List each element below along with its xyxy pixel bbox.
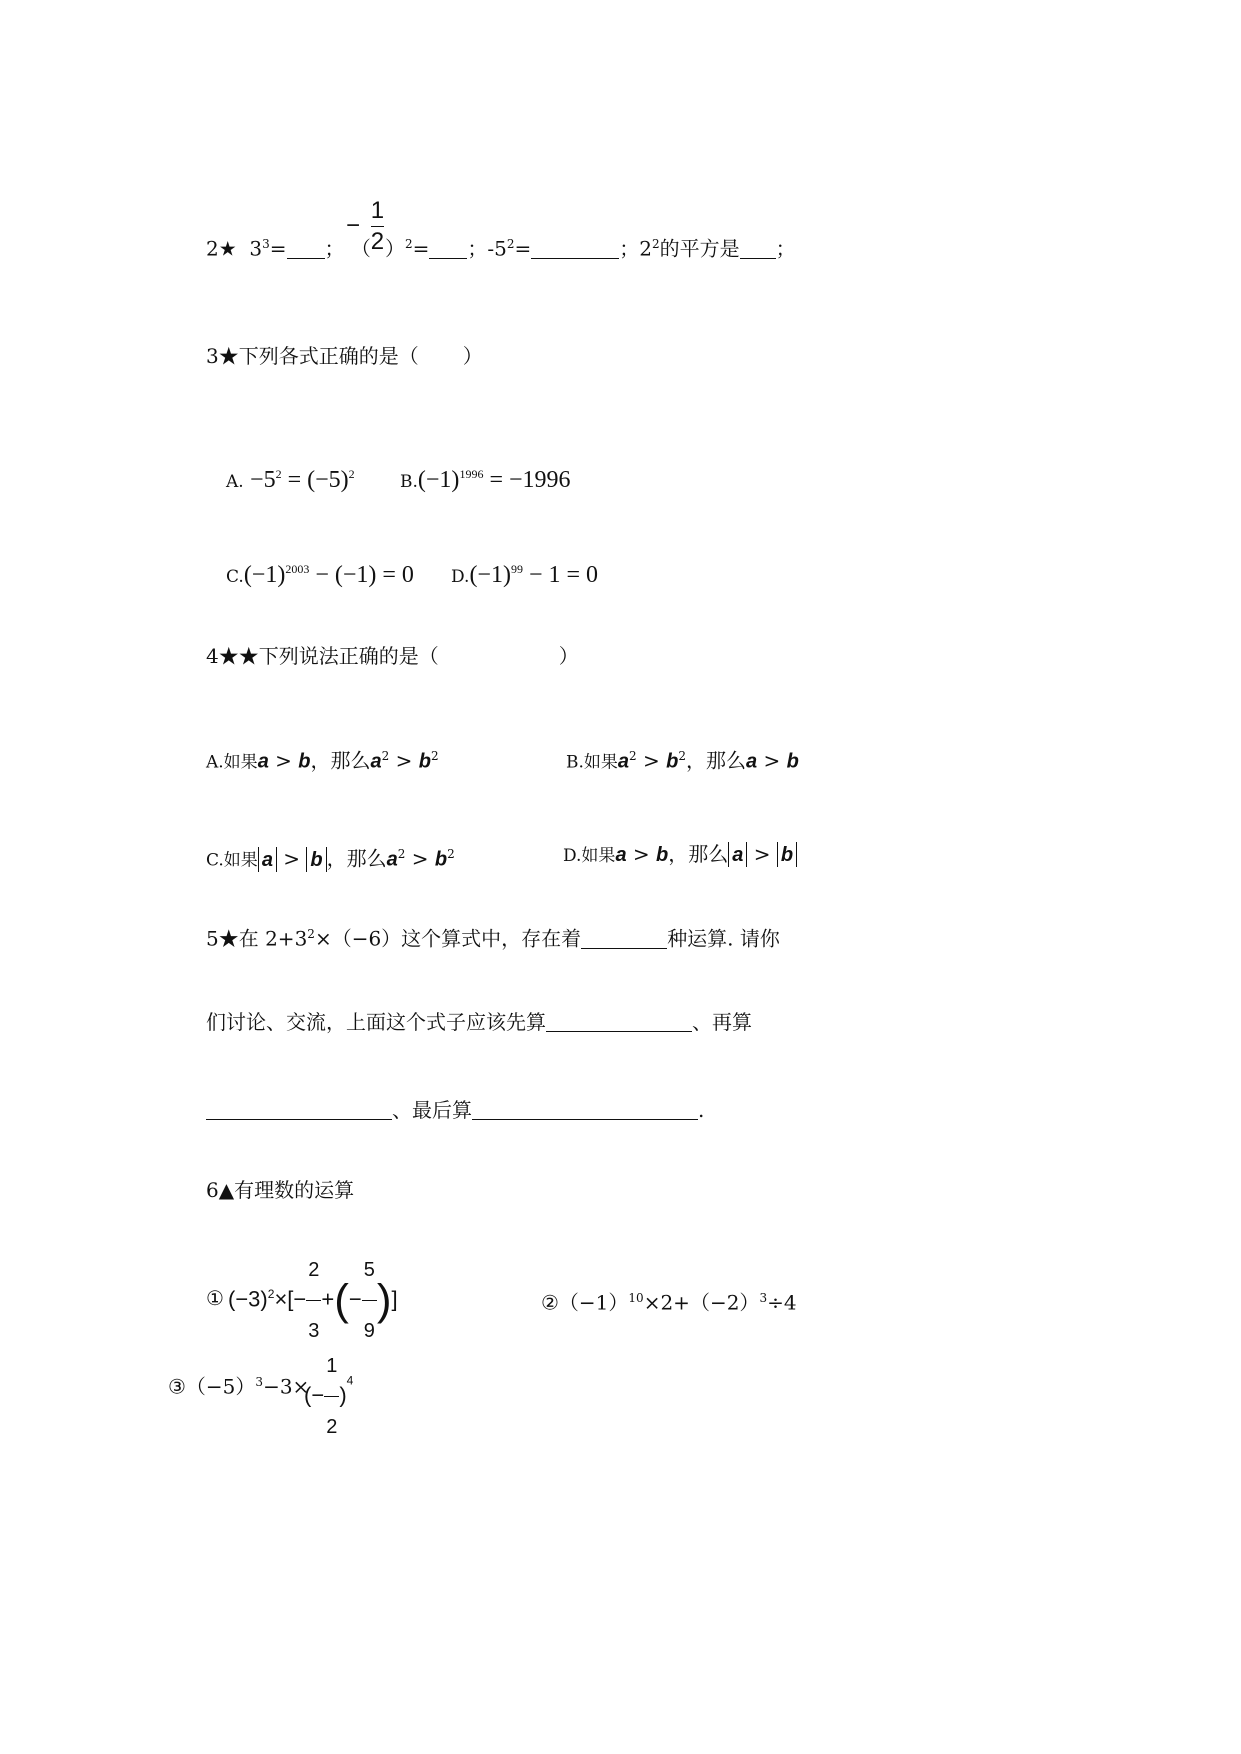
question-6: 6▲有理数的运算 — [206, 1178, 355, 1202]
question-3: 3★下列各式正确的是（ ） — [206, 344, 483, 368]
question-5-line1: 5★在 $2+3^2\times(-6)$这个算式中，存在着 种运算. 请你 — [206, 926, 780, 951]
answer-blank[interactable] — [472, 1099, 698, 1120]
answer-blank[interactable] — [581, 928, 667, 949]
q4-option-d[interactable]: D.如果a > b，那么 a > b — [563, 840, 797, 870]
answer-blank[interactable] — [287, 238, 325, 259]
q2-fraction: − $\frac{1}{2}$ — [346, 197, 385, 255]
question-4: 4★★下列说法正确的是（ ） — [206, 644, 579, 668]
calc-1-expr: $(-3)^2\times[-$ $\frac{2}{3}$ +(− $\frac{5}{9}$ )] — [228, 1240, 398, 1361]
answer-blank[interactable] — [740, 238, 776, 259]
answer-blank[interactable] — [546, 1011, 692, 1032]
answer-blank[interactable] — [531, 238, 619, 259]
q4-option-c[interactable]: C.如果 a > b ，那么$a^2 > b^2$ — [206, 846, 455, 871]
q3-option-c[interactable]: $C.(-1)^{2003} - (-1) = 0$ — [226, 562, 414, 588]
calc-1-marker: ① — [206, 1286, 224, 1310]
q4-option-b[interactable]: B.如果$a^2 > b^2$，那么a > b — [566, 748, 799, 773]
calc-2: $②(-1)^{10}\times 2+(-2)^3\div 4$ — [541, 1290, 797, 1315]
q3-option-a[interactable]: A. $-5^2 = (-5)^2$ — [226, 467, 355, 493]
answer-blank[interactable] — [429, 238, 467, 259]
q3-option-b[interactable]: $B.(-1)^{1996} = -1996$ — [400, 467, 571, 493]
q4-option-a[interactable]: A.如果a > b，那么$a^2 > b^2$ — [206, 748, 439, 773]
q3-option-d[interactable]: $D.(-1)^{99} - 1 = 0$ — [451, 562, 599, 588]
q2-label: 2★ — [206, 236, 237, 261]
calc-3: $③(-5)^3-3\times$ — [168, 1374, 310, 1399]
calc-3-expr: (− $\frac{1}{2}$ )$^4$ — [304, 1336, 353, 1457]
answer-blank[interactable] — [206, 1099, 392, 1120]
question-5-line3: 、最后算 . — [206, 1096, 704, 1124]
question-5-line2: 们讨论、交流，上面这个式子应该先算 、再算 — [206, 1010, 752, 1034]
question-2-cont: ）$^2$= ；$-5^2=$ ；$2^2$的平方是 ； — [385, 236, 796, 261]
question-2: 2★ $3^3=$ ； （ — [206, 236, 371, 261]
